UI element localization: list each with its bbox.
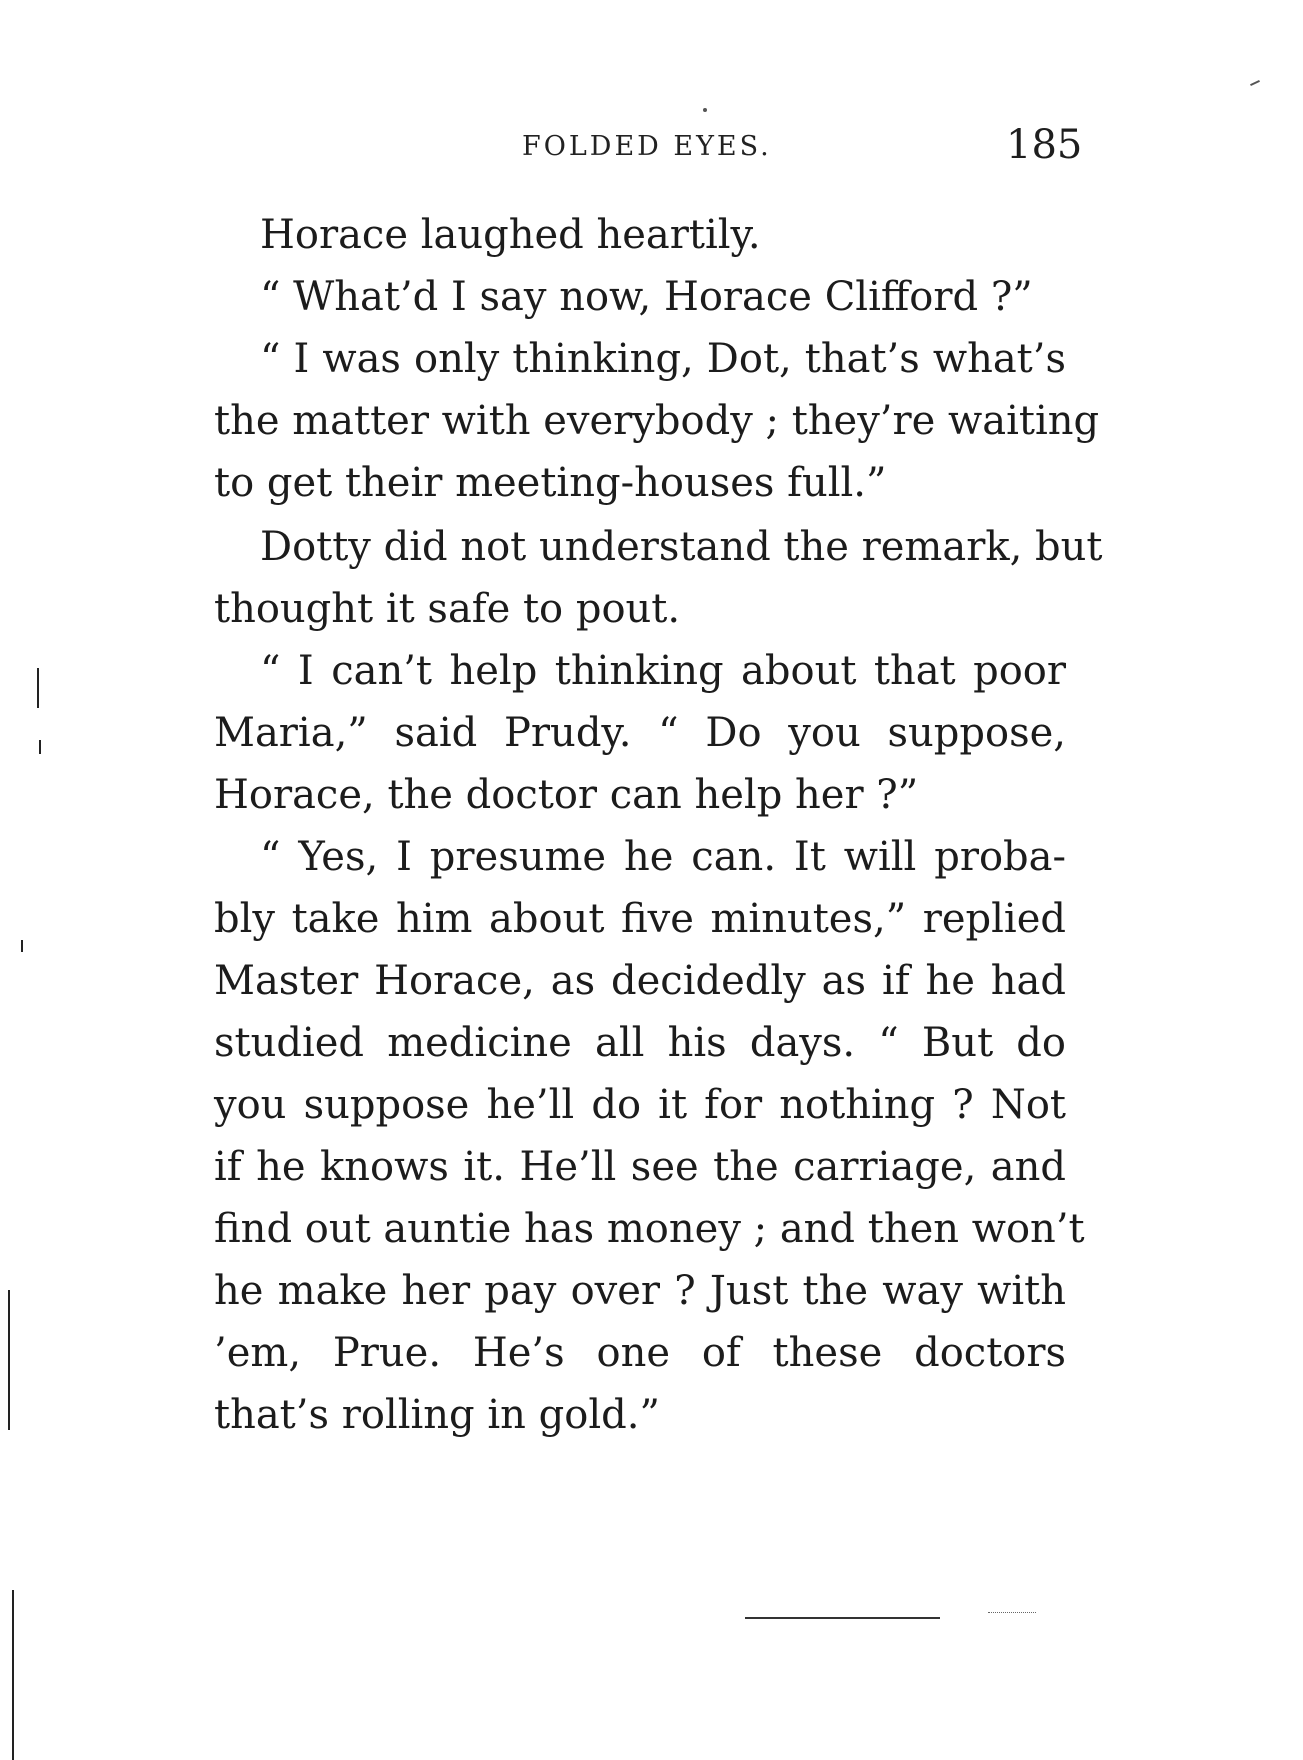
text-line: he make her pay over ? Just the way with (214, 1268, 1066, 1314)
text-line: “ Yes, I presume he can. It will proba- (260, 834, 1066, 880)
text-line: to get their meeting-houses full.” (214, 460, 887, 506)
text-line: if he knows it. He’ll see the carriage, and (214, 1144, 1066, 1190)
scan-speck (703, 108, 707, 112)
text-line: the matter with everybody ; they’re waiting (214, 398, 1100, 444)
text-line: find out auntie has money ; and then won’t (214, 1206, 1085, 1252)
text-line: Dotty did not understand the remark, but (260, 524, 1103, 570)
text-line: ’em, Prue. He’s one of these doctors (214, 1330, 1066, 1376)
text-line: you suppose he’ll do it for nothing ? Not (214, 1082, 1066, 1128)
text-line: “ I can’t help thinking about that poor (260, 648, 1066, 694)
scan-margin-mark (8, 1290, 10, 1430)
text-line: studied medicine all his days. “ But do (214, 1020, 1066, 1066)
page-number: 185 (1006, 122, 1083, 168)
text-line: thought it safe to pout. (214, 586, 681, 632)
chapter-end-rule (745, 1617, 940, 1619)
text-line: “ I was only thinking, Dot, that’s what’s (260, 336, 1066, 382)
text-line: Horace laughed heartily. (260, 212, 761, 258)
text-line: “ What’d I say now, Horace Clifford ?” (260, 274, 1033, 320)
scan-margin-mark (21, 940, 23, 952)
text-line: that’s rolling in gold.” (214, 1392, 660, 1438)
scan-margin-mark (37, 668, 39, 708)
text-line: Maria,” said Prudy. “ Do you suppose, (214, 710, 1066, 756)
running-title: FOLDED EYES. (522, 131, 772, 162)
scan-margin-mark (12, 1590, 14, 1760)
scan-speck (1250, 80, 1260, 86)
chapter-end-rule-fragment (988, 1612, 1036, 1613)
scan-margin-mark (39, 740, 41, 754)
text-line: bly take him about five minutes,” replied (214, 896, 1066, 942)
text-line: Master Horace, as decidedly as if he had (214, 958, 1066, 1004)
text-line: Horace, the doctor can help her ?” (214, 772, 919, 818)
